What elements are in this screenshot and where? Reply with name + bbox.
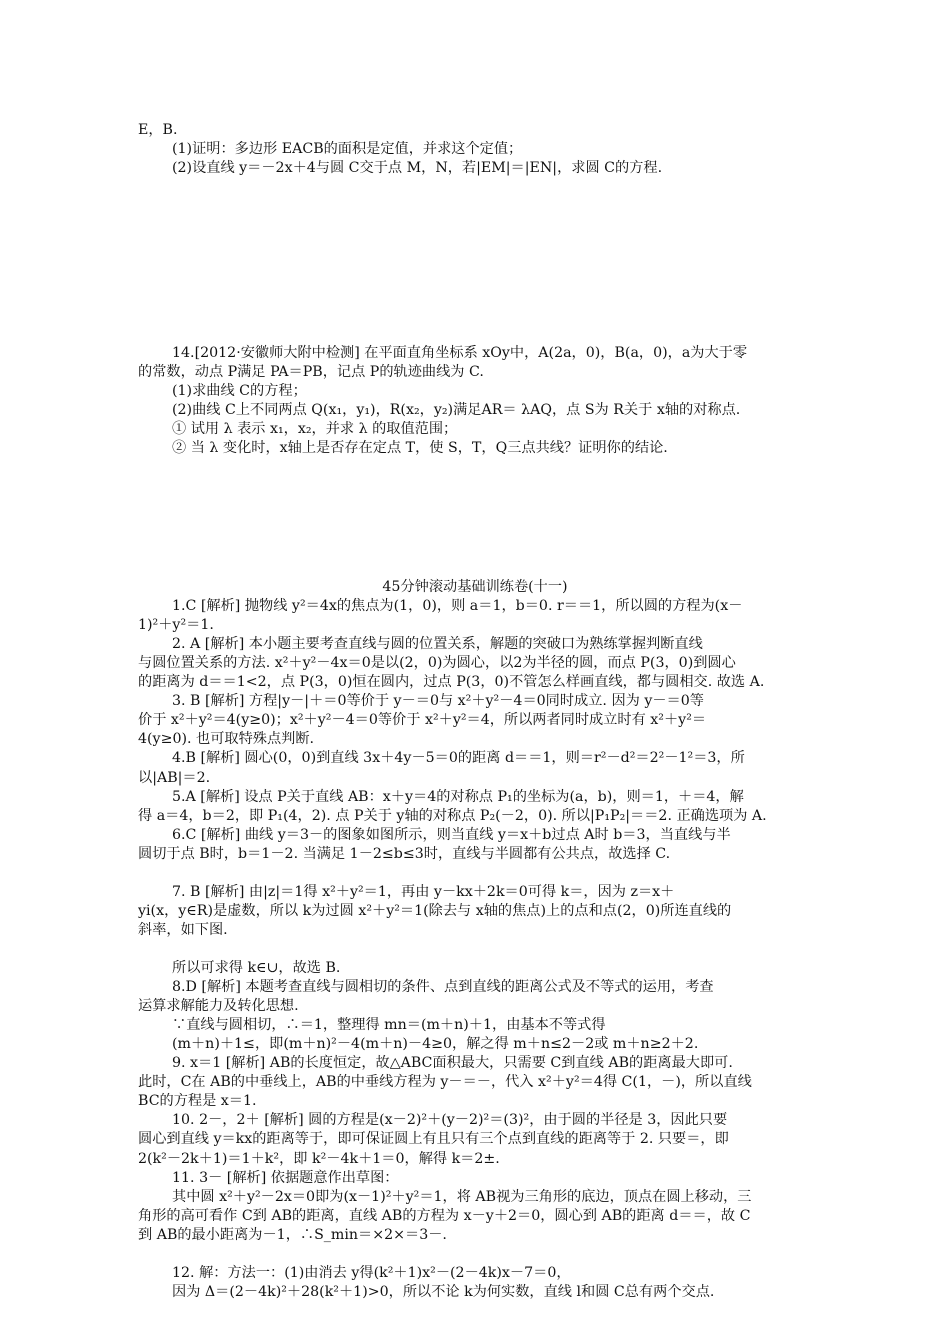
answer-line: 因为 Δ＝(2－4k)²＋28(k²＋1)>0，所以不论 k为何实数，直线 l和圆 C总有两个交点. bbox=[172, 1283, 715, 1300]
problem14-part2: (2)曲线 C上不同两点 Q(x₁，y₁)，R(x₂，y₂)满足AR＝ λAQ，点 S为 R关于 x轴的对称点. bbox=[172, 402, 741, 418]
problem14-sub2: ② 当 λ 变化时，x轴上是否存在定点 T，使 S，T，Q三点共线？证明你的结论. bbox=[172, 440, 668, 456]
answer-line: 6.C [解析] 曲线 y＝3－的图象如图所示，则当直线 y＝x＋b过点 A时 b＝3，当直线与半 bbox=[172, 826, 731, 843]
answer-line: 圆切于点 B时，b＝1－2. 当满足 1－2≤b≤3时，直线与半圆都有公共点，故选择 C. bbox=[138, 845, 671, 862]
answer-line: BC的方程是 x＝1. bbox=[138, 1093, 257, 1110]
answer-line: 运算求解能力及转化思想. bbox=[138, 998, 299, 1014]
problem13-line: E，B. bbox=[138, 122, 178, 138]
answer-line: 圆心到直线 y＝kx的距离等于，即可保证圆上有且只有三个点到直线的距离等于 2. 只要＝，即 bbox=[138, 1131, 729, 1148]
problem14-line2: 的常数，动点 P满足 PA＝PB，记点 P的轨迹曲线为 C. bbox=[138, 364, 484, 380]
answers-title: 45分钟滚动基础训练卷(十一) bbox=[382, 579, 568, 595]
problem14-line1: 14.[2012·安徽师大附中检测] 在平面直角坐标系 xOy中，A(2a，0)，B(a，0)，a为大于零 bbox=[172, 345, 748, 361]
answer-line: 所以可求得 k∈∪，故选 B. bbox=[172, 960, 341, 976]
answer-line: 4.B [解析] 圆心(0，0)到直线 3x＋4y－5＝0的距离 d＝＝1，则＝r²－d²＝2²－1²＝3，所 bbox=[172, 750, 745, 767]
problem14-part1: (1)求曲线 C的方程； bbox=[172, 383, 307, 399]
answer-line: 3. B [解析] 方程|y－|＋＝0等价于 y－＝0与 x²＋y²－4＝0同时成立. 因为 y－＝0等 bbox=[172, 693, 704, 710]
answer-line: 的距离为 d＝＝1<2，点 P(3，0)恒在圆内，过点 P(3，0)不管怎么样画直线，都与圆相交. 故选 A. bbox=[138, 674, 765, 691]
problem13-part1: (1)证明：多边形 EACB的面积是定值，并求这个定值； bbox=[172, 141, 523, 157]
answer-line: 与圆位置关系的方法. x²＋y²－4x＝0是以(2，0)为圆心，以2为半径的圆，而点 P(3，0)到圆心 bbox=[138, 655, 736, 672]
problem13-part2: (2)设直线 y＝－2x＋4与圆 C交于点 M，N，若|EM|＝|EN|，求圆 C的方程. bbox=[172, 160, 663, 176]
problem14-sub1: ① 试用 λ 表示 x₁，x₂，并求 λ 的取值范围； bbox=[172, 421, 458, 437]
answer-line: 1)²＋y²＝1. bbox=[138, 617, 214, 633]
answer-line: 其中圆 x²＋y²－2x＝0即为(x－1)²＋y²＝1，将 AB视为三角形的底边，顶点在圆上移动，三 bbox=[172, 1188, 752, 1205]
answer-line: 此时，C在 AB的中垂线上，AB的中垂线方程为 y－＝－，代入 x²＋y²＝4得 C(1，－)，所以直线 bbox=[138, 1074, 752, 1091]
answer-line: 得 a＝4，b＝2，即 P₁(4，2). 点 P关于 y轴的对称点 P₂(－2，0). 所以|P₁P₂|＝＝2. 正确选项为 A. bbox=[138, 807, 767, 824]
answer-line: yi(x，y∈R)是虚数，所以 k为过圆 x²＋y²＝1(除去与 x轴的焦点)上的点和点(2，0)所连直线的 bbox=[138, 902, 732, 919]
answer-line: 10. 2－，2＋ [解析] 圆的方程是(x－2)²＋(y－2)²＝(3)²，由于圆的半径是 3，因此只要 bbox=[172, 1112, 728, 1129]
answer-line: 价于 x²＋y²＝4(y≥0)；x²＋y²－4＝0等价于 x²＋y²＝4，所以两者同时成立时有 x²＋y²＝ bbox=[138, 712, 707, 729]
answer-line: 4(y≥0). 也可取特殊点判断. bbox=[138, 731, 315, 748]
answer-line: ∵直线与圆相切，∴＝1，整理得 mn＝(m＋n)＋1，由基本不等式得 bbox=[172, 1017, 606, 1034]
answer-line: 角形的高可看作 C到 AB的距离，直线 AB的方程为 x－y＋2＝0，圆心到 AB的距离 d＝＝，故 C bbox=[138, 1207, 751, 1224]
answer-line: 2(k²－2k＋1)＝1＋k²，即 k²－4k＋1＝0，解得 k＝2±. bbox=[138, 1150, 500, 1167]
answer-line: (m＋n)＋1≤，即(m＋n)²－4(m＋n)－4≥0，解之得 m＋n≤2－2或 m＋n≥2＋2. bbox=[172, 1036, 699, 1053]
answer-line: 1.C [解析] 抛物线 y²＝4x的焦点为(1，0)，则 a＝1，b＝0. r＝＝1，所以圆的方程为(x－ bbox=[172, 598, 743, 614]
answer-line: 8.D [解析] 本题考查直线与圆相切的条件、点到直线的距离公式及不等式的运用，考查 bbox=[172, 979, 714, 995]
answer-line: 9. x＝1 [解析] AB的长度恒定，故△ABC面积最大，只需要 C到直线 AB的距离最大即可. bbox=[172, 1055, 733, 1072]
answer-line: 11. 3－ [解析] 依据题意作出草图： bbox=[172, 1169, 399, 1186]
answer-line: 到 AB的最小距离为－1，∴S_min＝×2×＝3－. bbox=[138, 1226, 447, 1243]
answer-line: 以|AB|＝2. bbox=[138, 769, 211, 786]
answer-line: 7. B [解析] 由|z|＝1得 x²＋y²＝1，再由 y－kx＋2k＝0可得 k＝，因为 z＝x＋ bbox=[172, 883, 675, 900]
answer-line: 2. A [解析] 本小题主要考查直线与圆的位置关系，解题的突破口为熟练掌握判断直线 bbox=[172, 636, 703, 653]
answer-line: 斜率，如下图. bbox=[138, 921, 228, 938]
answer-line: 5.A [解析] 设点 P关于直线 AB：x＋y＝4的对称点 P₁的坐标为(a，b)，则＝1，＋＝4，解 bbox=[172, 788, 744, 805]
answer-line: 12. 解：方法一：(1)由消去 y得(k²＋1)x²－(2－4k)x－7＝0， bbox=[172, 1264, 571, 1281]
